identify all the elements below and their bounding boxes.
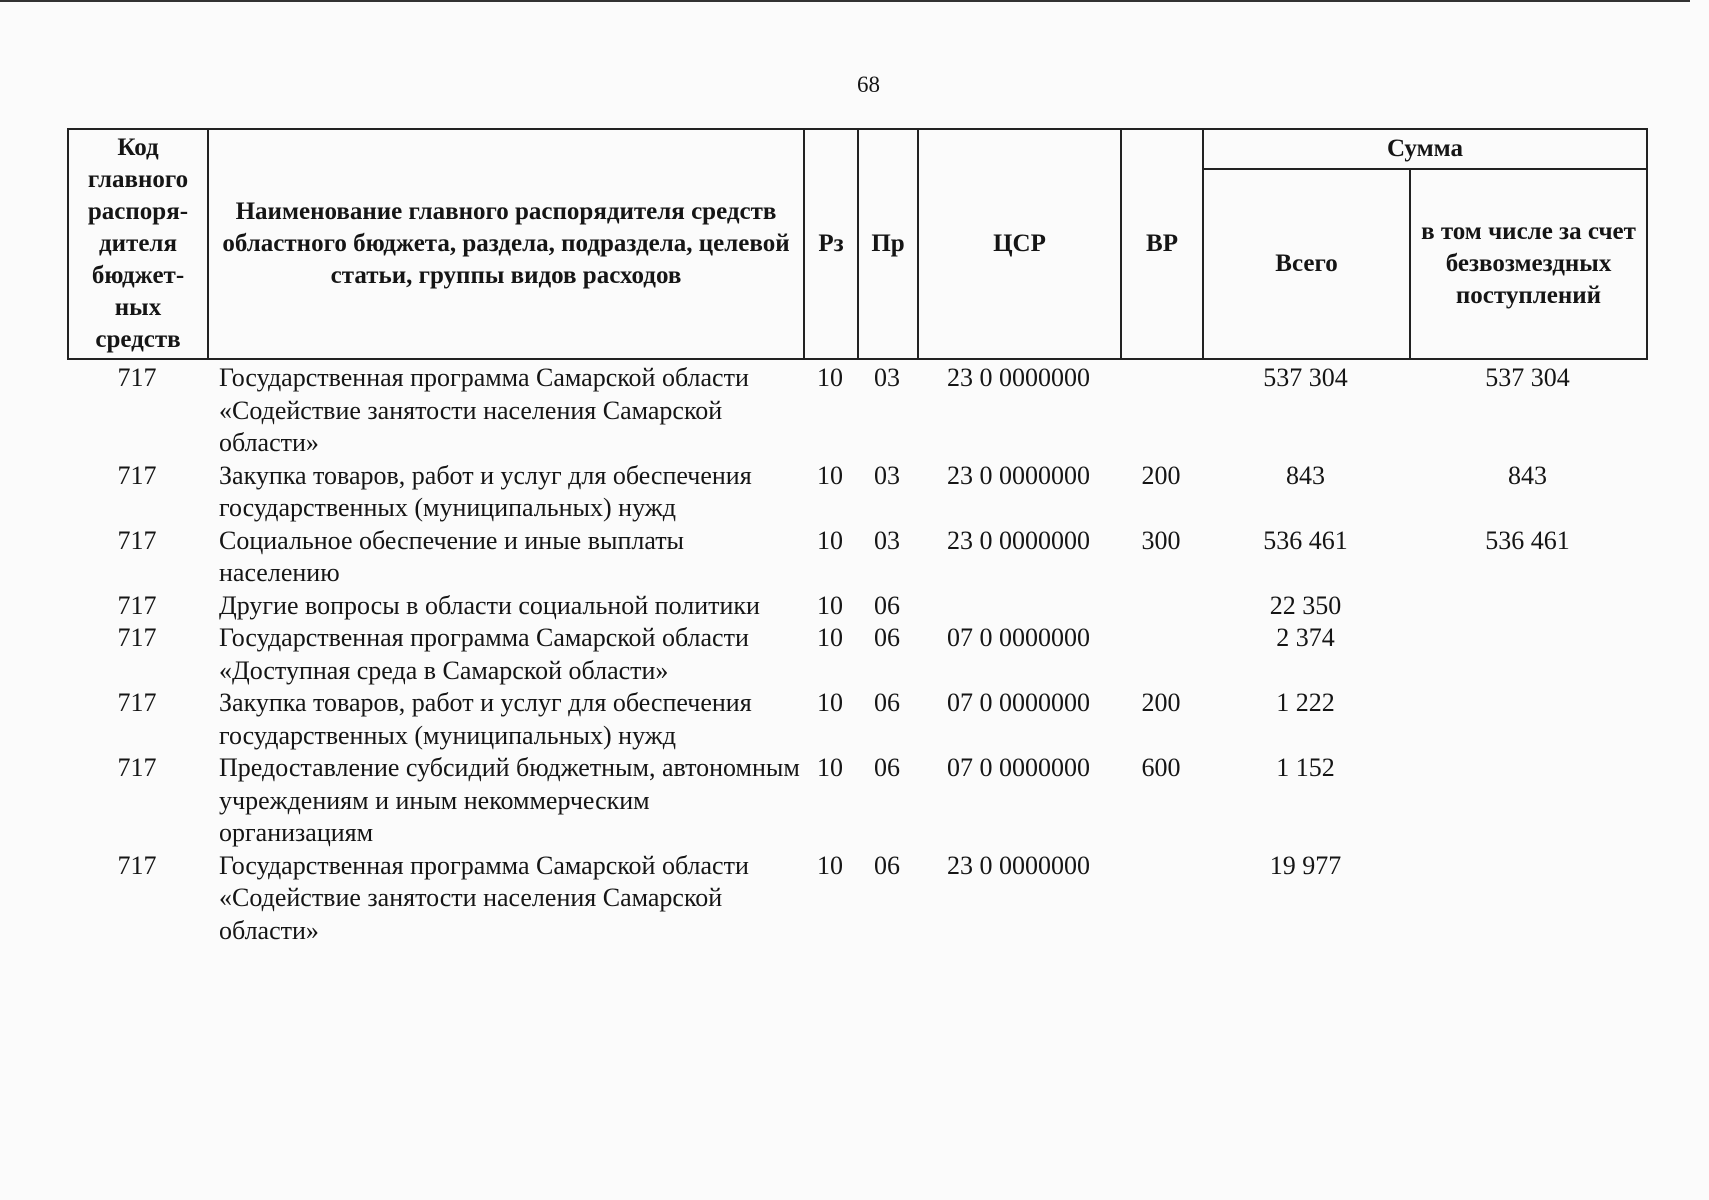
cell-code: 717 bbox=[117, 525, 157, 555]
cell-code: 717 bbox=[117, 363, 157, 392]
cell-gratuitous bbox=[1409, 590, 1646, 623]
header-name: Наименование главного распорядителя средств областного бюджета, раздела, подраздела, целевой статьи, группы видов расходов bbox=[208, 129, 804, 359]
cell-gratuitous bbox=[1409, 850, 1646, 948]
table-header bbox=[67, 128, 1648, 360]
page-number: 68 bbox=[857, 72, 880, 97]
cell-rz: 10 bbox=[817, 363, 843, 392]
cell-code: 717 bbox=[117, 850, 157, 880]
table-body bbox=[67, 360, 1646, 947]
cell-rz: 10 bbox=[817, 623, 843, 652]
cell-code: 717 bbox=[117, 590, 157, 620]
cell-code: 717 bbox=[117, 460, 157, 490]
cell-pr: 06 bbox=[874, 850, 900, 880]
cell-pr: 03 bbox=[874, 460, 900, 490]
table-row bbox=[67, 460, 1646, 525]
cell-vr bbox=[1120, 360, 1202, 460]
table-row bbox=[67, 525, 1646, 590]
header-vr: ВР bbox=[1121, 129, 1203, 359]
cell-csr: 23 0 0000000 bbox=[947, 363, 1090, 392]
table-row bbox=[67, 752, 1646, 850]
cell-csr: 23 0 0000000 bbox=[947, 850, 1090, 880]
cell-name: Государственная программа Самарской области «Содействие занятости населения Самарской области» bbox=[219, 363, 749, 457]
header-total: Всего bbox=[1203, 169, 1410, 359]
cell-total: 22 350 bbox=[1269, 590, 1342, 620]
table-row bbox=[67, 850, 1646, 948]
cell-pr: 03 bbox=[874, 525, 900, 555]
cell-vr bbox=[1120, 622, 1202, 687]
table-row bbox=[67, 687, 1646, 752]
cell-rz: 10 bbox=[817, 590, 843, 620]
table-row bbox=[67, 622, 1646, 687]
header-rz: Рз bbox=[804, 129, 858, 359]
cell-total: 1 152 bbox=[1276, 753, 1335, 782]
cell-csr: 23 0 0000000 bbox=[947, 525, 1090, 555]
header-code: Код главного распоря- дителя бюджет- ных средств bbox=[68, 129, 208, 359]
cell-total: 2 374 bbox=[1276, 623, 1335, 652]
cell-total: 19 977 bbox=[1269, 850, 1342, 880]
cell-vr: 200 bbox=[1141, 460, 1181, 490]
cell-gratuitous bbox=[1409, 622, 1646, 687]
budget-table bbox=[67, 128, 1646, 947]
cell-total: 843 bbox=[1286, 460, 1325, 490]
cell-csr: 07 0 0000000 bbox=[947, 623, 1090, 652]
cell-rz: 10 bbox=[817, 688, 843, 717]
cell-vr: 200 bbox=[1141, 688, 1181, 717]
cell-gratuitous: 536 461 bbox=[1485, 525, 1570, 555]
cell-pr: 06 bbox=[874, 753, 900, 782]
cell-gratuitous: 537 304 bbox=[1485, 363, 1570, 392]
cell-rz: 10 bbox=[817, 850, 843, 880]
cell-vr: 600 bbox=[1141, 753, 1181, 782]
cell-csr: 07 0 0000000 bbox=[947, 753, 1090, 782]
cell-pr: 06 bbox=[874, 623, 900, 652]
cell-total: 537 304 bbox=[1263, 363, 1348, 392]
cell-rz: 10 bbox=[817, 525, 843, 555]
cell-total: 1 222 bbox=[1276, 688, 1335, 717]
cell-code: 717 bbox=[117, 753, 157, 782]
cell-csr bbox=[917, 590, 1120, 623]
header-csr: ЦСР bbox=[918, 129, 1121, 359]
cell-pr: 06 bbox=[874, 590, 900, 620]
cell-csr: 23 0 0000000 bbox=[947, 460, 1090, 490]
cell-csr: 07 0 0000000 bbox=[947, 688, 1090, 717]
header-gratuitous: в том числе за счет безвозмездных поступлений bbox=[1410, 169, 1647, 359]
cell-vr bbox=[1120, 590, 1202, 623]
cell-code: 717 bbox=[117, 688, 157, 717]
cell-name: Предоставление субсидий бюджетным, автономным учреждениям и иным некоммерческим организациям bbox=[219, 753, 800, 847]
cell-vr: 300 bbox=[1141, 525, 1181, 555]
header-sum: Сумма bbox=[1203, 129, 1647, 169]
cell-rz: 10 bbox=[817, 753, 843, 782]
table-row bbox=[67, 590, 1646, 623]
cell-gratuitous bbox=[1409, 687, 1646, 752]
cell-name: Закупка товаров, работ и услуг для обеспечения государственных (муниципальных) нужд bbox=[219, 688, 752, 750]
cell-vr bbox=[1120, 850, 1202, 948]
cell-name: Государственная программа Самарской области «Содействие занятости населения Самарской области» bbox=[219, 850, 749, 945]
table-row bbox=[67, 360, 1646, 460]
cell-pr: 03 bbox=[874, 363, 900, 392]
cell-name: Государственная программа Самарской области «Доступная среда в Самарской области» bbox=[219, 623, 749, 685]
cell-name: Другие вопросы в области социальной политики bbox=[219, 590, 760, 620]
cell-name: Закупка товаров, работ и услуг для обеспечения государственных (муниципальных) нужд bbox=[219, 460, 752, 522]
cell-rz: 10 bbox=[817, 460, 843, 490]
header-pr: Пр bbox=[858, 129, 918, 359]
cell-gratuitous: 843 bbox=[1508, 460, 1547, 490]
cell-total: 536 461 bbox=[1263, 525, 1348, 555]
cell-code: 717 bbox=[117, 623, 157, 652]
cell-gratuitous bbox=[1409, 752, 1646, 850]
top-rule bbox=[0, 0, 1690, 2]
cell-name: Социальное обеспечение и иные выплаты населению bbox=[219, 525, 685, 587]
cell-pr: 06 bbox=[874, 688, 900, 717]
